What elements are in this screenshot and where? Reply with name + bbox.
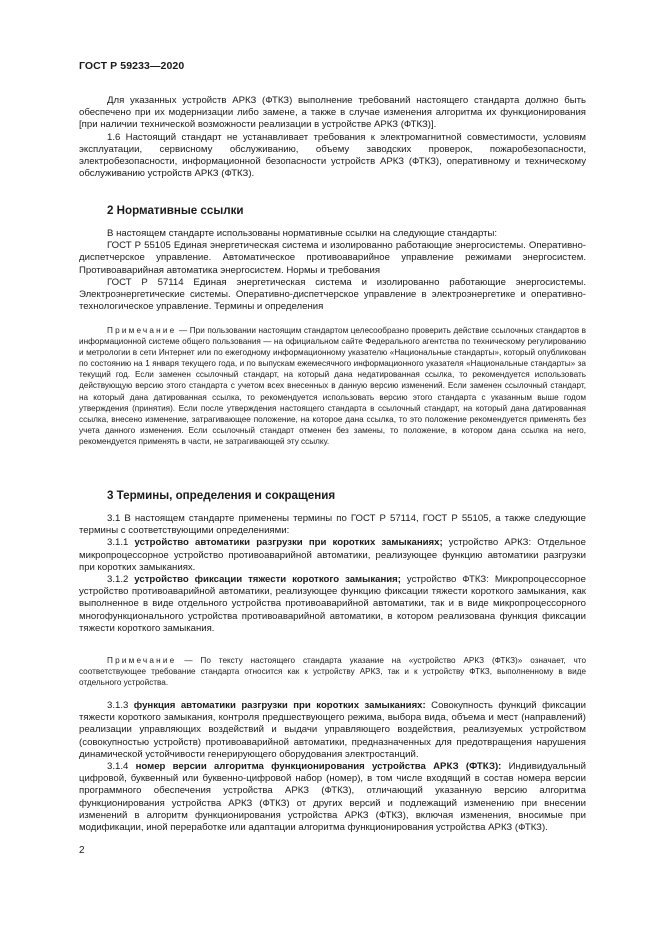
note-paragraph <box>79 325 586 447</box>
note-block <box>79 325 586 447</box>
term-paragraph <box>79 537 586 574</box>
note-label: Примечание <box>107 326 177 335</box>
term-name: номер версии алгоритма функционирования устройства АРКЗ (ФТКЗ): <box>135 761 502 773</box>
term-name: функция автоматики разгрузки при коротких замыканиях: <box>133 700 426 711</box>
note-paragraph <box>79 655 586 688</box>
term-definition: устройство ФТКЗ: Микропроцессорное устройство противоаварийной автоматики, реализующее функцию фиксации тяжести короткого замыкания, как выполненное в виде отдельного устройства противоаварийной автоматики, так и в виде микропроцессорного многофункционального устройства противоаварийной автоматики, в котором реализована функция фиксации тяжести короткого замыкания. <box>79 574 586 634</box>
paragraph: ГОСТ Р 57114 Единая энергетическая система и изолированно работающие энергосистемы. Электроэнергетические системы. Оперативно-диспетчерское управление в электроэнергетике и оперативно-технологическое управление. Термины и определения <box>79 276 586 313</box>
term-definition: устройство АРКЗ: Отдельное микропроцессорное устройство противоаварийной автоматики, реализующее функцию автоматики разгрузки при коротких замыканиях. <box>79 537 586 573</box>
term-paragraph <box>79 761 586 834</box>
paragraph: 3.1 В настоящем стандарте применены термины по ГОСТ Р 57114, ГОСТ Р 55105, а также следующие термины с соответствующими определениями: <box>79 513 586 537</box>
note-text: — При пользовании настоящим стандартом целесообразно проверить действие ссылочных стандартов в информационной системе общего пользования — на официальном сайте Федерального агентства по техническому регулированию и метрологии в сети Интернет или по ежегодному информационному указателю «Национальные стандарты», который опубликован по состоянию на 1 января текущего года, и по выпускам ежемесячного информационного указателя «Национальные стандарты» за текущий год. Если заменен ссылочный стандарт, на который дана недатированная ссылка, то рекомендуется использовать действующую версию этого стандарта с учетом всех внесенных в данную версию изменений. Если заменен ссылочный стандарт, на который дана датированная ссылка, то рекомендуется использовать версию этого стандарта с указанным выше годом утверждения (принятия). Если после утверждения настоящего стандарта в ссылочный стандарт, на который дана датированная ссылка, внесено изменение, затрагивающее положение, на которое дана ссылка, то это положение рекомендуется применять без учета данного изменения. Если ссылочный стандарт отменен без замены, то положение, в котором дана ссылка на него, рекомендуется применять в части, не затрагивающей эту ссылку. <box>79 326 586 446</box>
term-number: 3.1.3 <box>107 700 134 711</box>
paragraph: Для указанных устройств АРКЗ (ФТКЗ) выполнение требований настоящего стандарта должно быть обеспечено при их модернизации либо замене, а также в случае изменения алгоритма их функционирования [при наличии технической возможности реализации в устройстве АРКЗ (ФТКЗ)]. <box>79 95 586 131</box>
term-paragraph <box>79 700 586 761</box>
term-number: 3.1.2 <box>107 574 135 586</box>
section-2-body <box>79 228 586 313</box>
term-number: 3.1.4 <box>107 761 136 773</box>
intro-block <box>79 95 586 180</box>
term-paragraph <box>79 574 586 635</box>
page-number: 2 <box>79 845 85 856</box>
section-3-body <box>79 513 586 635</box>
term-number: 3.1.1 <box>107 537 135 549</box>
document-header: ГОСТ Р 59233—2020 <box>79 60 185 72</box>
section-3-body-continued <box>79 700 586 834</box>
note-text: — По тексту настоящего стандарта указание на «устройство АРКЗ (ФТКЗ)» означает, что соответствующее требование стандарта относится как к устройству АРКЗ, так и к устройству ФТКЗ, выполненному в виде отдельного устройства. <box>79 656 586 688</box>
paragraph: 1.6 Настоящий стандарт не устанавливает требования к электромагнитной совместимости, условиям эксплуатации, сервисному обслуживанию, объему заводских проверок, пожаробезопасности, электробезопасности, информационной безопасности устройств АРКЗ (ФТКЗ), оперативному и техническому обслуживанию устройств АРКЗ (ФТКЗ). <box>79 131 586 180</box>
section-title: 3 Термины, определения и сокращения <box>107 489 336 502</box>
note-label: Примечание <box>107 656 177 665</box>
paragraph: В настоящем стандарте использованы нормативные ссылки на следующие стандарты: <box>107 228 498 239</box>
term-definition: Индивидуальный цифровой, буквенный или буквенно-цифровой набор (номер), в том числе входящий в состав номера версии программного обеспечения устройства АРКЗ (ФТКЗ), отличающий указанную версию алгоритма функционирования устройства АРКЗ (ФТКЗ) от других версий и подлежащий изменению при внесении изменений в алгоритм функционирования устройства АРКЗ (ФТКЗ), включая изменения, вносимые при модификации, иной переработке или адаптации алгоритма функционирования устройства АРКЗ (ФТКЗ). <box>79 761 586 834</box>
paragraph: ГОСТ Р 55105 Единая энергетическая система и изолированно работающие энергосистемы. Оперативно-диспетчерское управление. Автоматическое противоаварийное управление режимами энергосистем. Противоаварийная автоматика энергосистем. Нормы и требования <box>79 240 586 276</box>
term-definition: Совокупность функций фиксации тяжести короткого замыкания, контроля предшествующего режима, выбора вида, объема и мест (направлений) реализации управляющих воздействий и выдачи управляющего воздействия, реализуемых устройством (совокупностью устройств) противоаварийной автоматики, предназначенных для предотвращения нарушения динамической устойчивости генерирующего оборудования электростанций. <box>79 700 586 760</box>
term-name: устройство автоматики разгрузки при коротких замыканиях; <box>134 537 443 549</box>
note-block <box>79 655 586 688</box>
term-name: устройство фиксации тяжести короткого замыкания; <box>134 574 401 586</box>
section-title: 2 Нормативные ссылки <box>107 204 244 217</box>
